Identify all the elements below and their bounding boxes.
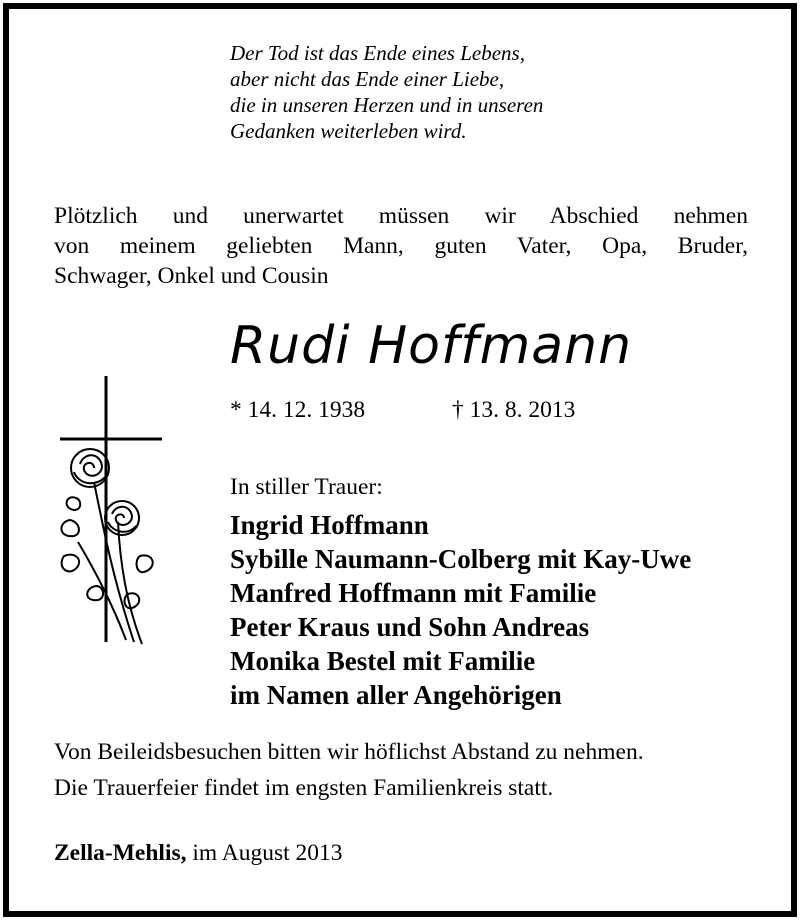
mourners-list	[230, 508, 691, 712]
closing-line: Von Beileidsbesuchen bitten wir höflichst Abstand zu nehmen.	[54, 739, 644, 765]
memorial-poem	[230, 40, 543, 144]
life-dates	[230, 397, 576, 424]
poem-line: Gedanken weiterleben wird.	[230, 119, 467, 143]
poem-line: aber nicht das Ende einer Liebe,	[230, 67, 505, 91]
mourner-name: Manfred Hoffmann mit Familie	[230, 578, 597, 608]
closing-line: Die Trauerfeier findet im engsten Familienkreis statt.	[54, 775, 554, 801]
place-date: im August 2013	[186, 840, 343, 866]
death-date: † 13. 8. 2013	[452, 397, 576, 423]
closing-notes	[54, 734, 644, 806]
mourner-name: Monika Bestel mit Familie	[230, 646, 536, 676]
poem-line: die in unseren Herzen und in unseren	[230, 93, 544, 117]
place-city: Zella-Mehlis,	[54, 840, 187, 866]
poem-line: Der Tod ist das Ende eines Lebens,	[230, 41, 525, 65]
announcement-line: Schwager, Onkel und Cousin	[54, 263, 329, 289]
mourner-name: Peter Kraus und Sohn Andreas	[230, 612, 590, 642]
mourner-name: im Namen aller Angehörigen	[230, 680, 562, 710]
mourner-name: Sybille Naumann-Colberg mit Kay-Uwe	[230, 544, 692, 574]
birth-date: * 14. 12. 1938	[230, 397, 366, 423]
announcement-line: Plötzlich und unerwartet müssen wir Abschied nehmen	[54, 203, 748, 229]
announcement-line: von meinem geliebten Mann, guten Vater, Opa, Bruder,	[54, 233, 748, 259]
mourner-name: Ingrid Hoffmann	[230, 510, 429, 540]
announcement-text	[54, 201, 748, 291]
place-and-date	[54, 840, 343, 867]
deceased-name: Rudi Hoffmann	[230, 316, 633, 376]
cross-with-roses-icon	[56, 372, 171, 652]
mourning-heading: In stiller Trauer:	[230, 474, 383, 500]
